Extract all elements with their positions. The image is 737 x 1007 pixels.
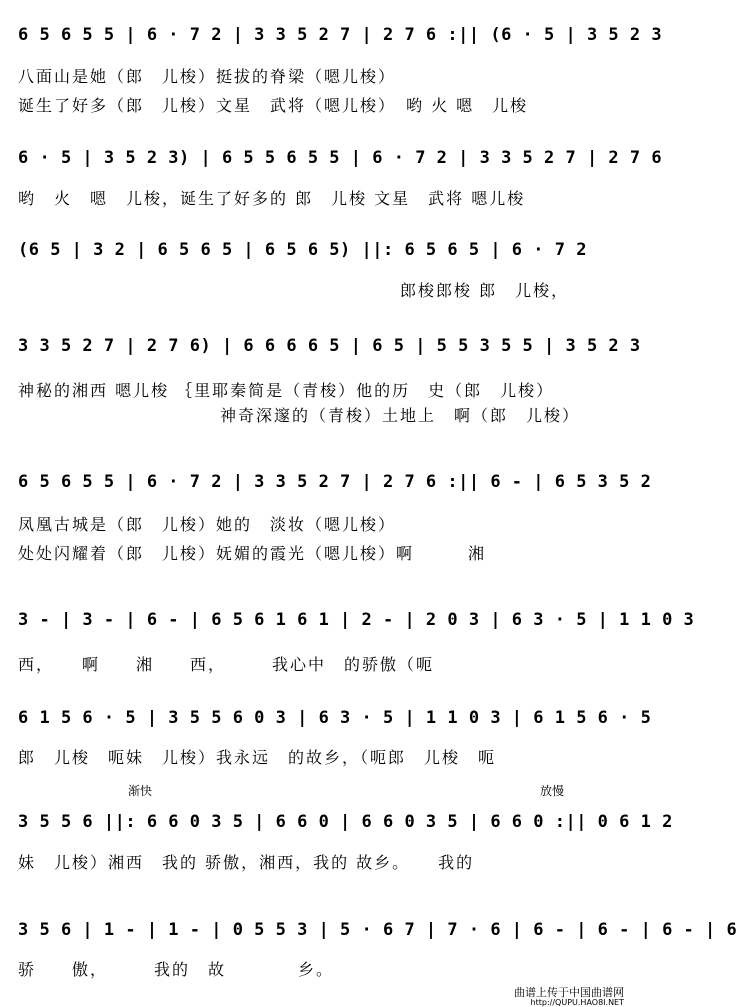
notation-row-2: 6 · 5 | 3 5 2 3) | 6 5 5 6 5 5 | 6 · 7 2 | 3 3 5 2 7 | 2 7 6 — [18, 148, 663, 168]
lyrics-row-7: 郎 儿梭 呃妹 儿梭）我永远 的故乡，（呃郎 儿梭 呃 — [18, 748, 497, 767]
lyrics-row-1b: 诞生了好多（郎 儿梭）文星 武将（嗯儿梭） 哟 火 嗯 儿梭 — [18, 96, 529, 115]
notation-row-6: 3 - | 3 - | 6 - | 6 5 6 1 6 1 | 2 - | 2 0 3 | 6 3 · 5 | 1 1 0 3 — [18, 610, 695, 630]
lyrics-row-5b: 处处闪耀着（郎 儿梭）妩媚的霞光（嗯儿梭）啊 湘 — [18, 544, 487, 563]
notation-row-7: 6 1 5 6 · 5 | 3 5 5 6 0 3 | 6 3 · 5 | 1 1 0 3 | 6 1 5 6 · 5 — [18, 708, 652, 728]
notation-row-8: 3 5 5 6 ||: 6 6 0 3 5 | 6 6 0 | 6 6 0 3 5 | 6 6 0 :|| 0 6 1 2 — [18, 812, 673, 832]
watermark: 曲谱上传于中国曲谱网 — [514, 986, 624, 999]
notation-row-1: 6 5 6 5 5 | 6 · 7 2 | 3 3 5 2 7 | 2 7 6 :|| (6 · 5 | 3 5 2 3 — [18, 25, 663, 45]
notation-row-9: 3 5 6 | 1 - | 1 - | 0 5 5 3 | 5 · 6 7 | 7 · 6 | 6 - | 6 - | 6 - | 6 — [18, 920, 737, 940]
notation-row-3: (6 5 | 3 2 | 6 5 6 5 | 6 5 6 5) ||: 6 5 6 5 | 6 · 7 2 — [18, 240, 587, 260]
lyrics-row-1a: 八面山是她（郎 儿梭）挺拔的脊梁（嗯儿梭） — [18, 67, 397, 86]
tempo-accel: 渐快 — [128, 784, 153, 798]
lyrics-row-2: 哟 火 嗯 儿梭，诞生了好多的 郎 儿梭 文星 武将 嗯儿梭 — [18, 189, 526, 208]
lyrics-row-6: 西， 啊 湘 西， 我心中 的骄傲（呃 — [18, 655, 435, 674]
lyrics-row-5a: 凤凰古城是（郎 儿梭）她的 淡妆（嗯儿梭） — [18, 515, 397, 534]
notation-row-5: 6 5 6 5 5 | 6 · 7 2 | 3 3 5 2 7 | 2 7 6 :|| 6 - | 6 5 3 5 2 — [18, 472, 652, 492]
lyrics-row-3: 郎梭郎梭 郎 儿梭， — [400, 281, 570, 300]
lyrics-row-8: 妹 儿梭）湘西 我的 骄傲，湘西，我的 故乡。 我的 — [18, 853, 475, 872]
watermark-url: http://QUPU.HAO8I.NET — [530, 998, 624, 1007]
lyrics-row-4b: 神奇深邃的（青梭）土地上 啊（郎 儿梭） — [220, 406, 581, 425]
lyrics-row-4a: 神秘的湘西 嗯儿梭 ｛里耶秦简是（青梭）他的历 史（郎 儿梭） — [18, 381, 555, 400]
lyrics-row-9: 骄 傲， 我的 故 乡。 — [18, 960, 335, 979]
tempo-rit: 放慢 — [540, 784, 565, 798]
notation-row-4: 3 3 5 2 7 | 2 7 6) | 6 6 6 6 5 | 6 5 | 5 5 3 5 5 | 3 5 2 3 — [18, 336, 641, 356]
